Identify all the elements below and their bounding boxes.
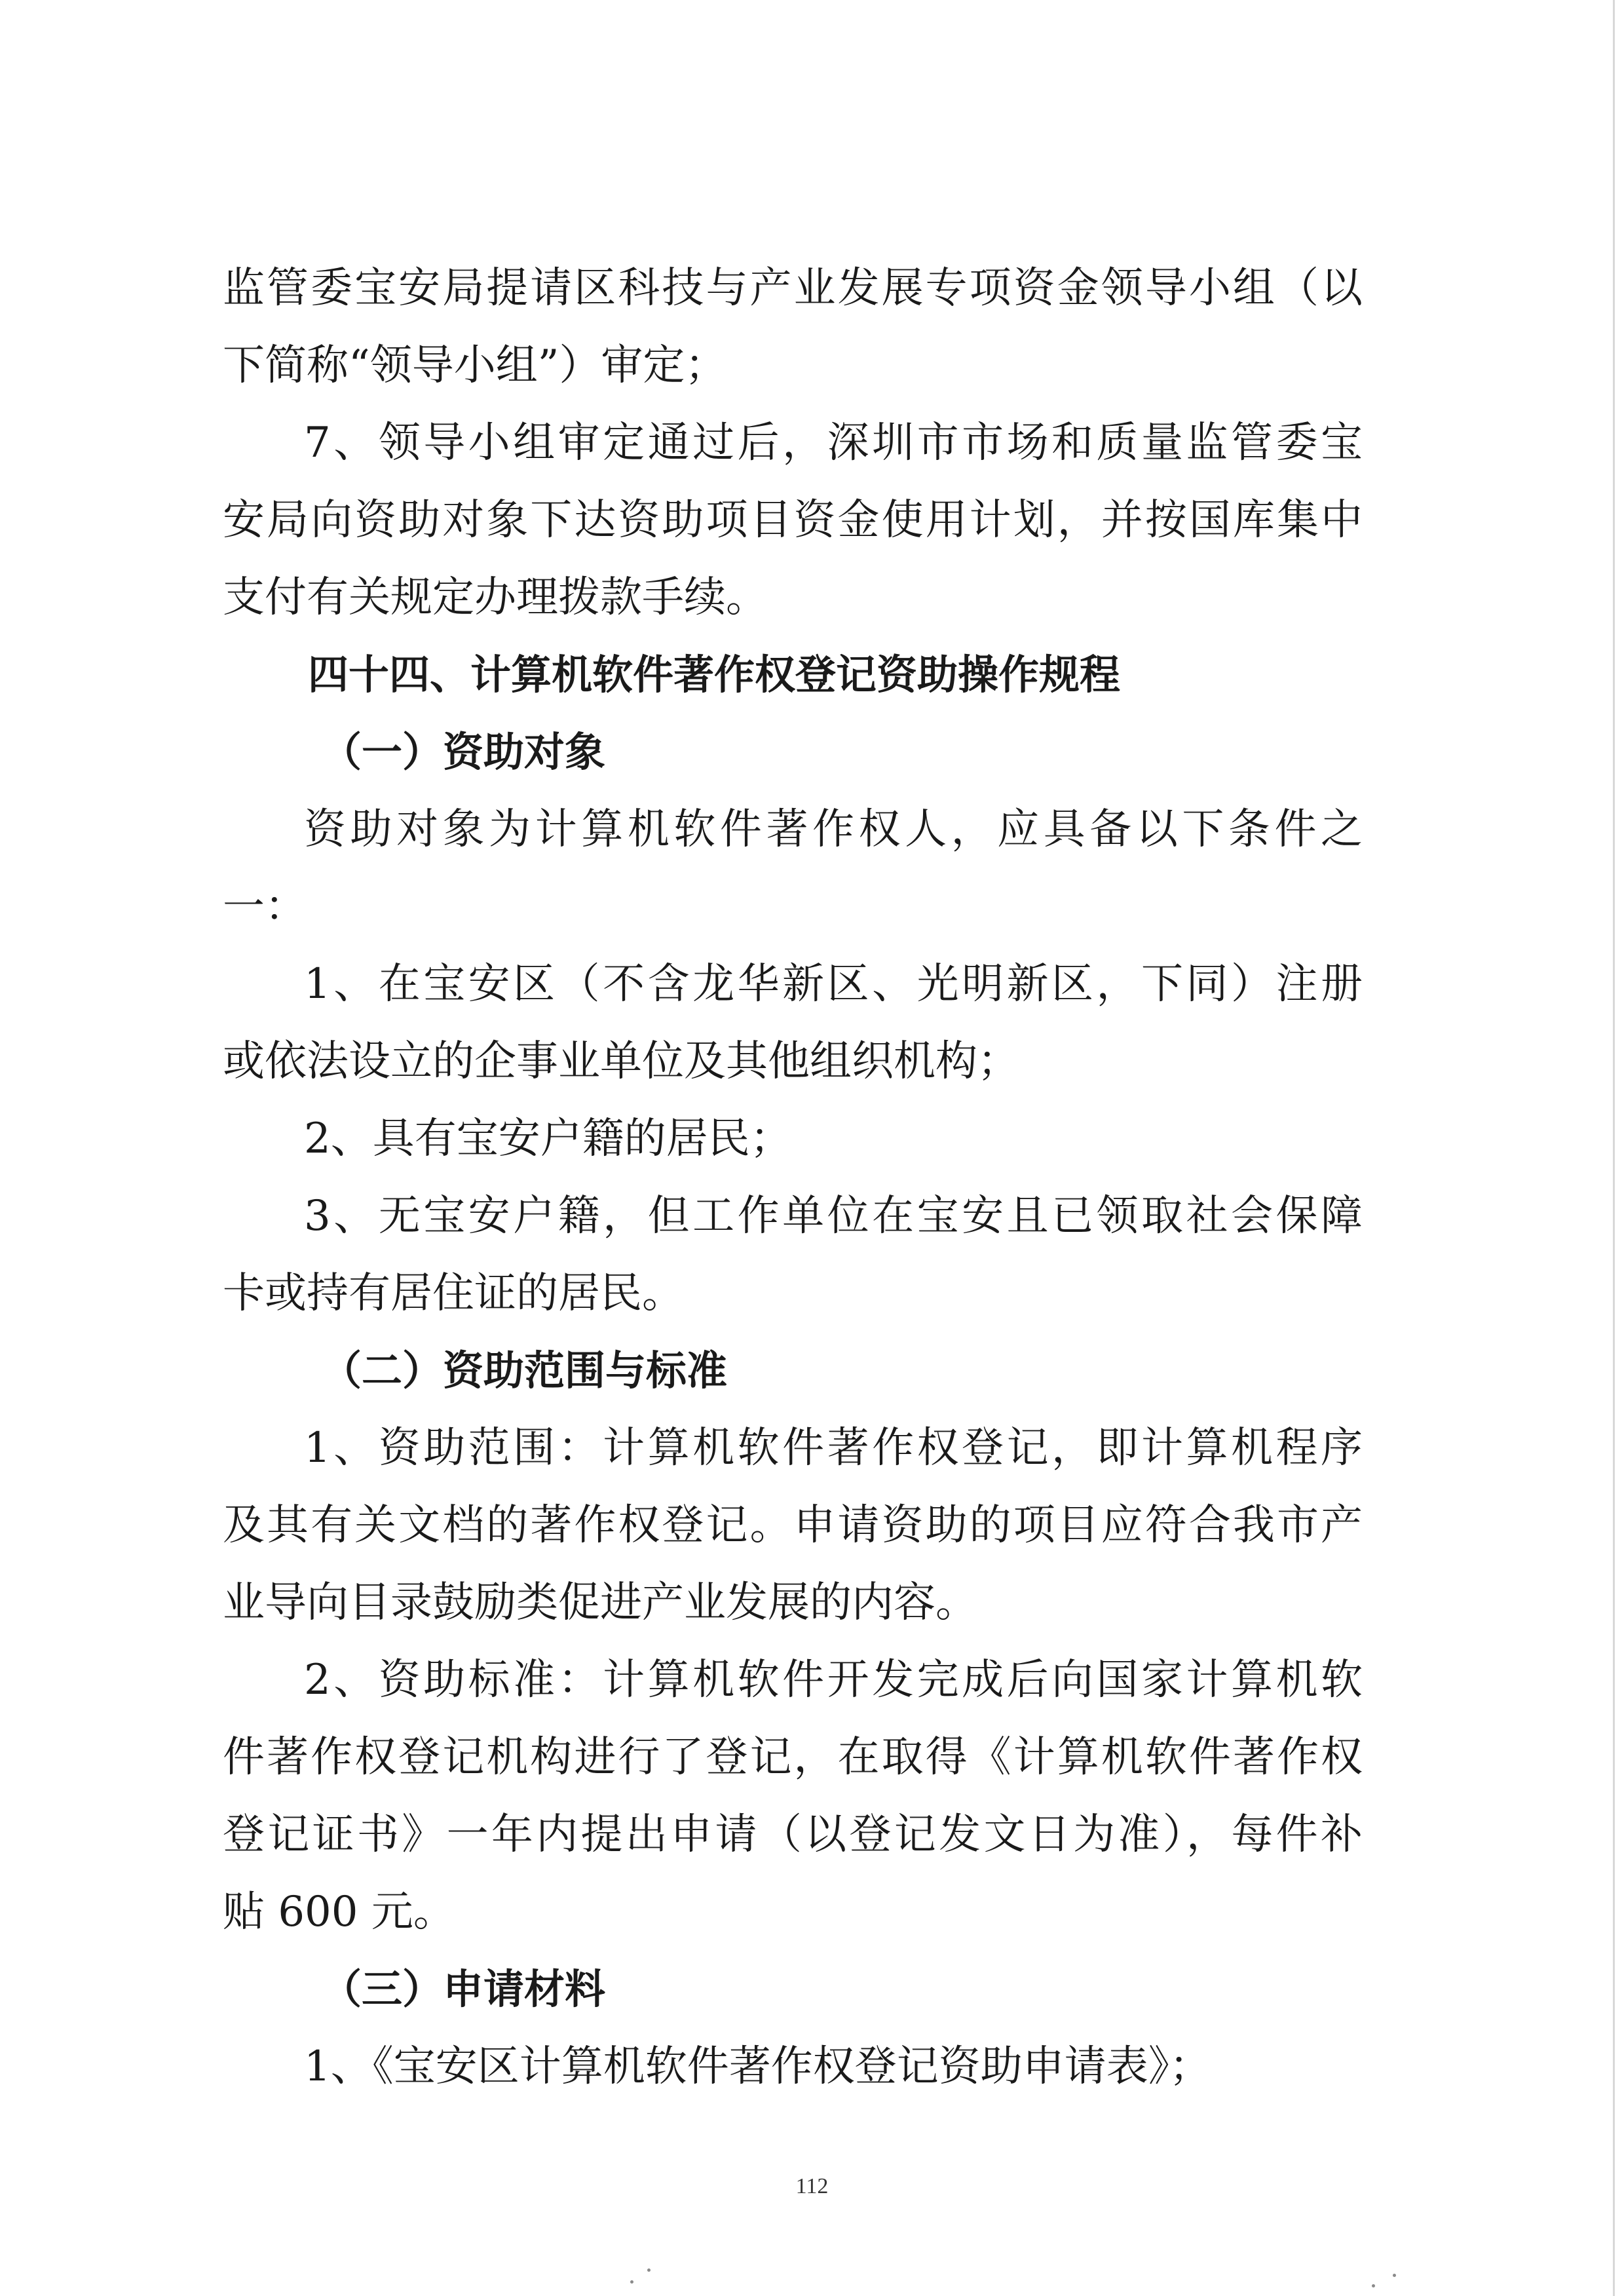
list-item-3-line: 3、无宝安户籍，但工作单位在宝安且已领取社会保障	[304, 1192, 1363, 1240]
page-number: 112	[795, 2174, 829, 2198]
section-heading: 四十四、计算机软件著作权登记资助操作规程	[308, 651, 1121, 698]
paragraph-line: 一：	[223, 883, 307, 931]
paragraph-line: 及其有关文档的著作权登记。申请资助的项目应符合我市产	[223, 1501, 1363, 1550]
list-item-1-line: 1、《宝安区计算机软件著作权登记资助申请表》；	[304, 2042, 1211, 2091]
paragraph-line: 安局向资助对象下达资助项目资金使用计划，并按国库集中	[223, 496, 1363, 545]
list-item-1-line: 1、在宝安区（不含龙华新区、光明新区，下同）注册	[304, 960, 1363, 1008]
paragraph-line: 登记证书》一年内提出申请（以登记发文日为准），每件补	[223, 1810, 1363, 1859]
list-item-2-line: 2、具有宝安户籍的居民；	[304, 1115, 792, 1163]
paragraph-line: 监管委宝安局提请区科技与产业发展专项资金领导小组（以	[223, 264, 1363, 313]
paragraph-line: 支付有关规定办理拨款手续。	[223, 573, 768, 622]
paragraph-line: 资助对象为计算机软件著作权人，应具备以下条件之	[304, 805, 1363, 854]
scan-speck	[1372, 2284, 1375, 2287]
paragraph-line: 或依法设立的企事业单位及其他组织机构；	[223, 1037, 1019, 1086]
subsection-heading-3: （三）申请材料	[321, 1965, 606, 2013]
scan-speck	[1393, 2274, 1396, 2277]
paragraph-line: 件著作权登记机构进行了登记，在取得《计算机软件著作权	[223, 1733, 1363, 1782]
subsection-heading-1: （一）资助对象	[321, 728, 606, 776]
paragraph-line: 贴 600 元。	[223, 1888, 455, 1936]
scan-page-edge	[1613, 0, 1615, 2296]
paragraph-line: 业导向目录鼓励类促进产业发展的内容。	[223, 1578, 977, 1627]
list-item-7-line: 7、领导小组审定通过后，深圳市市场和质量监管委宝	[304, 419, 1363, 467]
scan-speck	[647, 2268, 651, 2272]
paragraph-line: 卡或持有居住证的居民。	[223, 1269, 684, 1318]
paragraph-line: 下简称“领导小组”）审定；	[223, 341, 727, 390]
scan-speck	[630, 2280, 633, 2284]
list-item-2-line: 2、资助标准：计算机软件开发完成后向国家计算机软	[304, 1656, 1363, 1704]
subsection-heading-2: （二）资助范围与标准	[321, 1347, 728, 1394]
list-item-1-line: 1、资助范围：计算机软件著作权登记，即计算机程序	[304, 1424, 1363, 1472]
